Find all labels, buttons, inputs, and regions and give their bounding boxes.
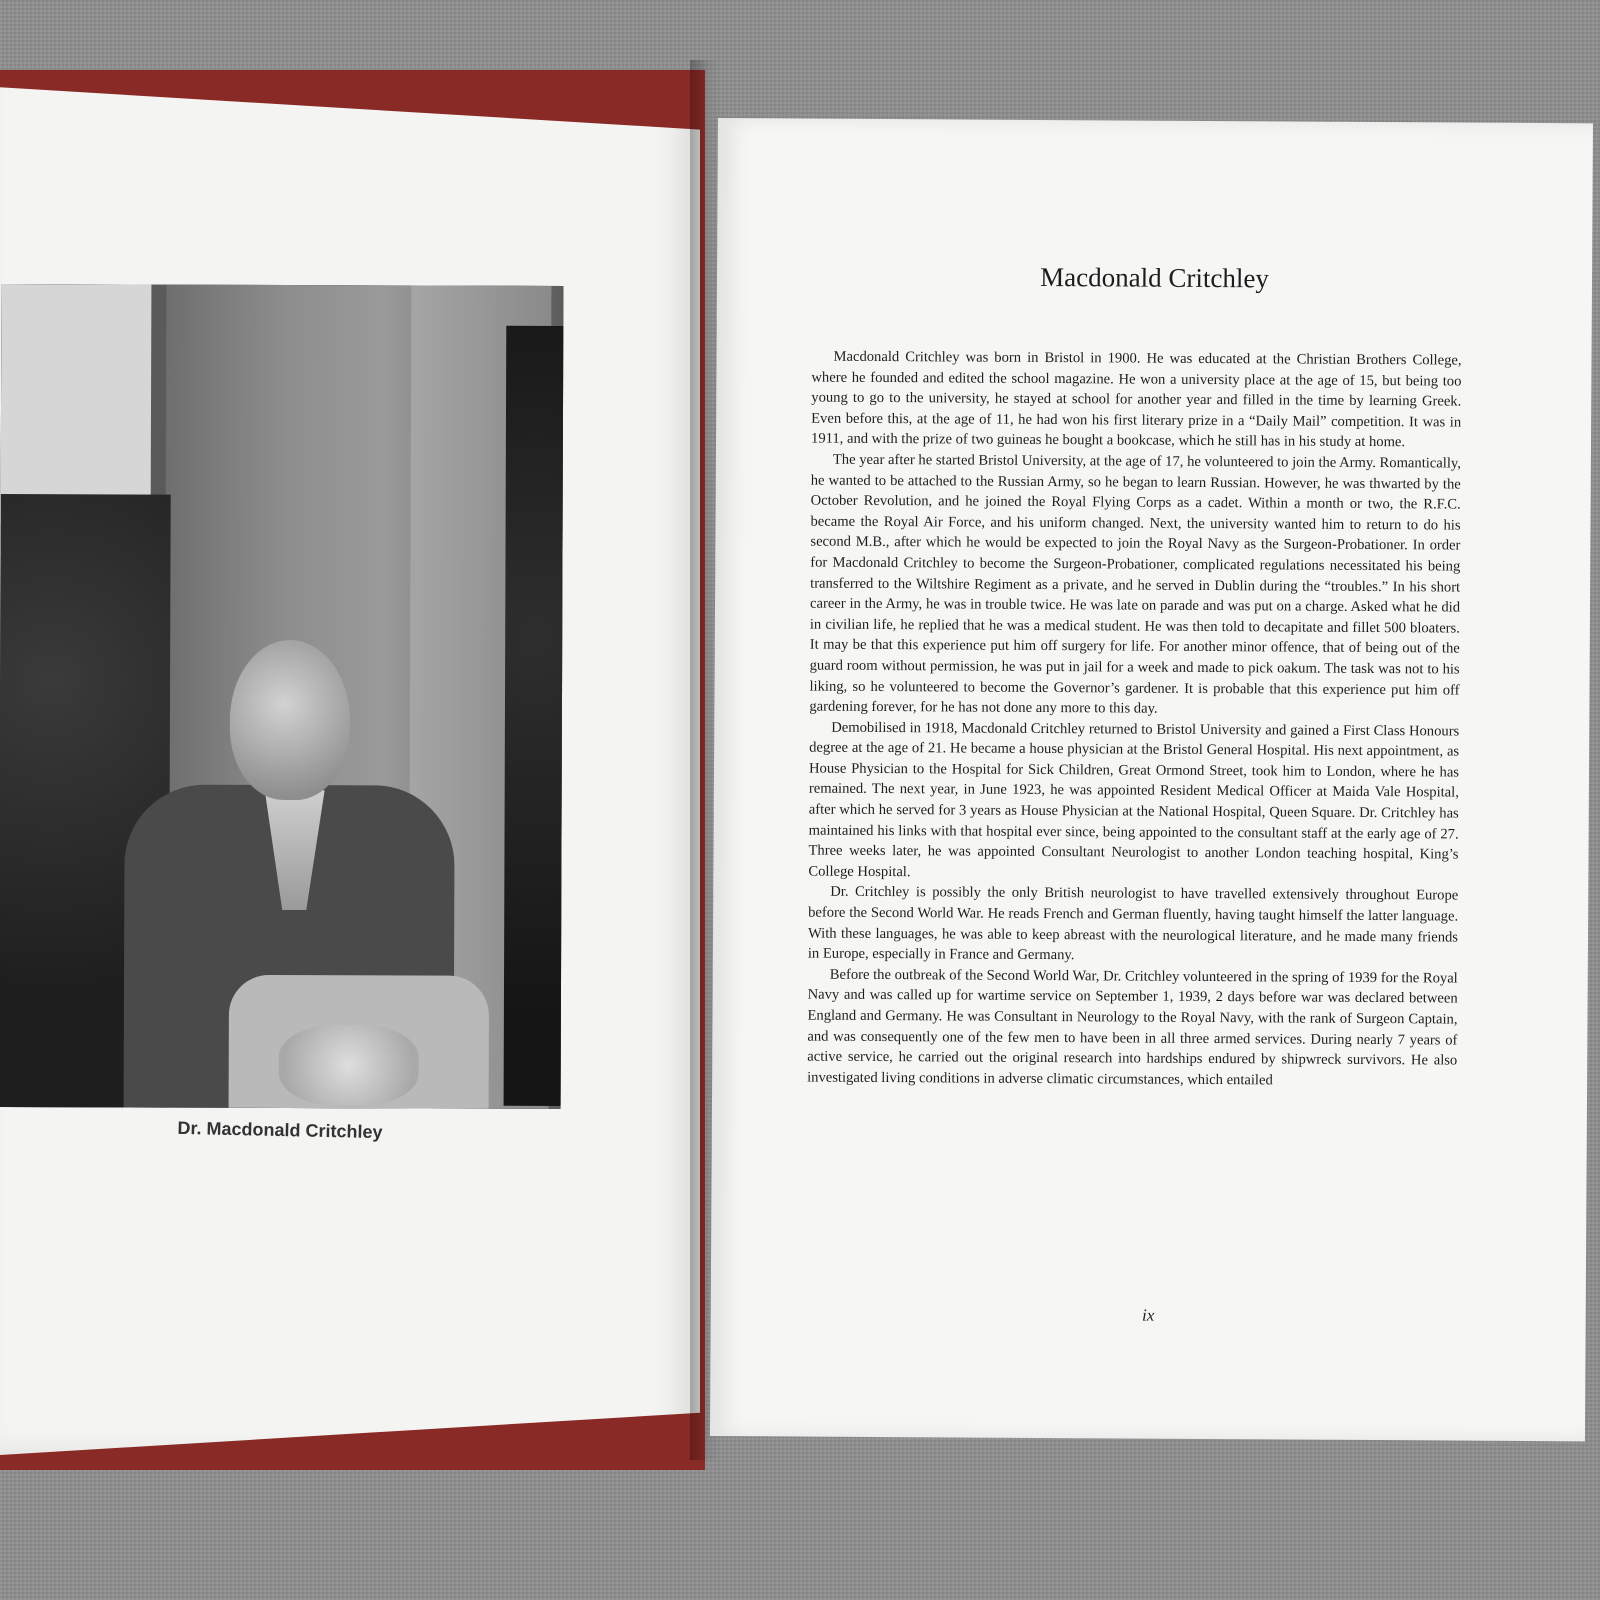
portrait-photo <box>0 284 563 1109</box>
paragraph: Before the outbreak of the Second World War, Dr. Critchley volunteered in the spring of 1939 for the Royal Navy and was called up for wartime service on September 1, 1939, 2 days before war was declared between England and Germany. He was Consultant in Neurology to the Royal Navy, with the rank of Surgeon Captain, and was consequently one of the few men to have been in all three armed services. During nearly 7 years of active service, he carried out the original research into hardships endured by shipwreck survivors. He also investigated living conditions in adverse climatic circumstances, which entailed <box>807 966 1458 1089</box>
photo-man-head <box>230 640 351 800</box>
photo-foliage-right <box>504 326 564 1106</box>
paragraph: Demobilised in 1918, Macdonald Critchley returned to Bristol University and gained a First Class Honours degree at the age of 21. He became a house physician at the Bristol General Hospital. His next appointment, as House Physician to the Hospital for Sick Children, Great Ormond Street, took him to London, where he has remained. The next year, in June 1923, he was appointed Resident Medical Officer at Maida Vale Hospital, after which he served for 3 years as House Physician at the National Hospital, Queen Square. Dr. Critchley has maintained his links with that hospital ever since, being appointed to the consultant staff at the early age of 27. Three weeks later, he was appointed Consultant Neurologist to another London teaching hospital, King’s College Hospital. <box>808 719 1460 881</box>
paragraph: The year after he started Bristol University, at the age of 17, he volunteered to join the Army. Romantically, he wanted to be attached to the Russian Army, so he began to learn Russian. However, he was thwarted by the October Revolution, and he joined the Royal Flying Corps as a cadet. Within a month or two, the R.F.C. became the Royal Air Force, and his uniform changed. Next, the university wanted him to return to do his second M.B., after which he would be expected to join the Royal Navy as the Surgeon-Probationer. In order for Macdonald Critchley to become the Surgeon-Probationer, complicated regulations necessitated his being transferred to the Wiltshire Regiment as a private, and he served in Dublin during the “troubles.” In his short career in the Army, he was in trouble twice. He was late on parade and was put on a charge. Asked what he did in civilian life, he replied that he was a medical student. He was then told to decapitate and fillet 500 bloaters. It may be that this experience put him off surgery for life. For another minor offence, that of being out of the guard room without permission, he was put in jail for a week and made to pick oakum. The task was not to his liking, so he volunteered to become the Governor’s gardener. It is probable that this experience put him off gardening forever, for he has not done any more to this day. <box>809 451 1461 717</box>
page-number: ix <box>1141 1305 1155 1325</box>
body-text <box>807 347 1462 1092</box>
photo-sky <box>1 284 152 525</box>
paragraph: Macdonald Critchley was born in Bristol in 1900. He was educated at the Christian Brothers College, where he founded and edited the school magazine. He won a university place at the age of 15, but being too young to go to the university, he stayed at school for another year and filled in the time by learning Greek. Even before this, at the age of 11, he had won his first literary prize in a “Daily Mail” competition. It was in 1911, and with the prize of two guineas he bought a bookcase, which he still has in his study at home. <box>810 348 1462 451</box>
photo-man-hands <box>279 1025 419 1105</box>
right-page <box>710 118 1593 1441</box>
paragraph: Dr. Critchley is possibly the only British neurologist to have travelled extensively throughout Europe before the Second World War. He reads French and German fluently, having taught himself the latter language. With these languages, he was able to keep abreast with the neurological literature, and he made many friends in Europe, especially in France and Germany. <box>807 884 1459 964</box>
page-heading: Macdonald Critchley <box>1040 261 1269 294</box>
photo-caption: Dr. Macdonald Critchley <box>177 1117 383 1143</box>
